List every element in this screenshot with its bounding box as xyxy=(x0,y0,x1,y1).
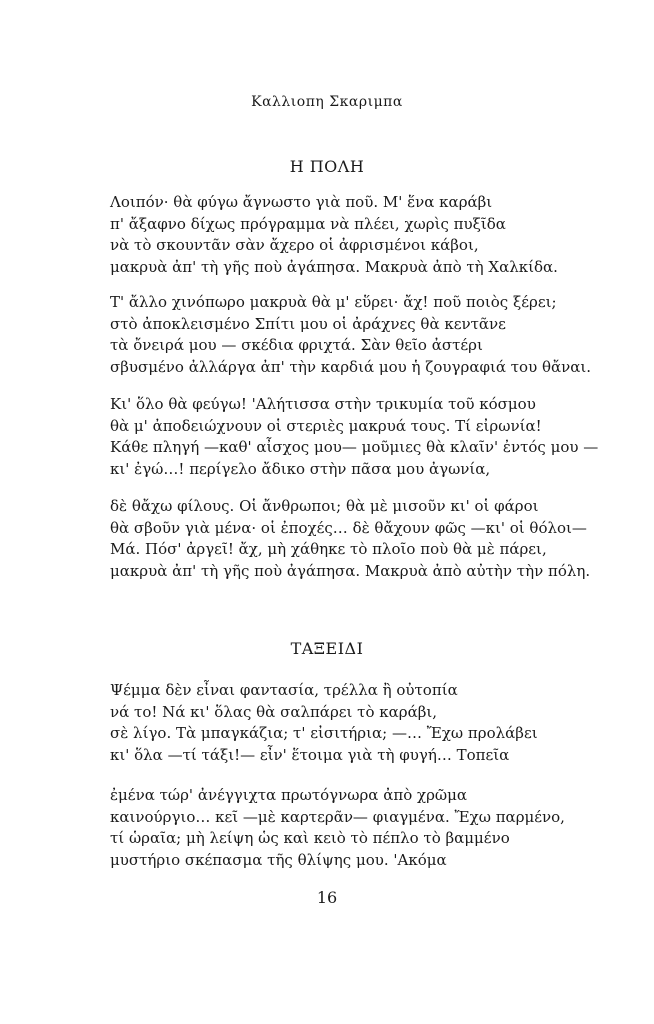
verse-line: θὰ σβοῦν γιὰ μένα· οἱ ἐποχές… δὲ θἄχουν φῶς —κι' οἱ θόλοι— xyxy=(110,518,587,537)
stanza xyxy=(110,680,610,766)
verse-line: μυστήριο σκέπασμα τῆς θλίψης μου. 'Ακόμα xyxy=(110,850,447,869)
verse-line: τί ὡραῖα; μὴ λείψη ὡς καὶ κειὸ τὸ πέπλο τὸ βαμμένο xyxy=(110,829,510,847)
verse-line: Λοιπόν· θὰ φύγω ἄγνωστο γιὰ ποῦ. Μ' ἕνα καράβι xyxy=(110,193,493,211)
stanza xyxy=(110,785,610,871)
verse-line: μακρυὰ ἀπ' τὴ γῆς ποὺ ἀγάπησα. Μακρυὰ ἀπὸ αὐτὴν τὴν πόλη. xyxy=(110,561,591,580)
page-number: 16 xyxy=(316,888,338,907)
verse-line: σβυσμένο ἀλλάργα ἀπ' τὴν καρδιά μου ἡ ζουγραφιά του θἄναι. xyxy=(110,357,592,376)
verse-line: Κάθε πληγή —καθ' αἶσχος μου— μοῦμιες θὰ κλαῖν' ἐντός μου — xyxy=(110,438,599,456)
verse-line: κι' ὅλα —τί τάξι!— εἶν' ἕτοιμα γιὰ τὴ φυγή… Τοπεῖα xyxy=(110,745,510,764)
verse-line: θὰ μ' ἀποδειώχνουν οἱ στεριὲς μακρυά τους. Τί εἰρωνία! xyxy=(110,416,542,435)
verse-line: κι' ἐγώ…! περίγελο ἄδικο στὴν πᾶσα μου ἀγωνία, xyxy=(110,459,491,478)
stanza xyxy=(110,192,610,278)
verse-line: νὰ τὸ σκουντᾶν σὰν ἄχερο οἱ ἀφρισμένοι κάβοι, xyxy=(110,236,479,254)
stanza xyxy=(110,292,610,378)
running-header-author: Καλλιοπη Σκαριμπα xyxy=(251,94,403,110)
verse-line: π' ἄξαφνο δίχως πρόγραμμα νὰ πλέει, χωρὶς πυξῖδα xyxy=(110,214,506,233)
verse-line: Ψέμμα δὲν εἶναι φαντασία, τρέλλα ἢ οὐτοπία xyxy=(110,681,458,699)
poem-title: ΤΑΞΕΙΔΙ xyxy=(290,639,364,658)
verse-line: δὲ θἄχω φίλους. Οἱ ἄνθρωποι; θὰ μὲ μισοῦν κι' οἱ φάροι xyxy=(110,497,539,515)
verse-line: στὸ ἀποκλεισμένο Σπίτι μου οἱ ἀράχνες θὰ κεντᾶνε xyxy=(110,314,506,333)
verse-line: ἐμένα τώρ' ἀνέγγιχτα πρωτόγνωρα ἀπὸ χρῶμα xyxy=(110,786,468,804)
verse-line: Μά. Πόσ' ἀργεῖ! ἄχ, μὴ χάθηκε τὸ πλοῖο ποὺ θὰ μὲ πάρει, xyxy=(110,540,547,558)
stanza xyxy=(110,496,610,582)
poem-title: Η ΠΟΛΗ xyxy=(289,157,365,176)
verse-line: νά το! Νά κι' ὅλας θὰ σαλπάρει τὸ καράβι, xyxy=(110,702,438,721)
verse-line: σὲ λίγο. Τὰ μπαγκάζια; τ' εἰσιτήρια; —… Ἔχω προλάβει xyxy=(110,724,538,742)
stanza xyxy=(110,394,610,480)
verse-line: Τ' ἄλλο χινόπωρο μακρυὰ θὰ μ' εὕρει· ἄχ! ποῦ ποιὸς ξέρει; xyxy=(110,293,557,311)
verse-line: καινούργιο… κεῖ —μὲ καρτερᾶν— φιαγμένα. Ἔχω παρμένο, xyxy=(110,807,565,826)
verse-line: μακρυὰ ἀπ' τὴ γῆς ποὺ ἀγάπησα. Μακρυὰ ἀπὸ τὴ Χαλκίδα. xyxy=(110,257,558,276)
verse-line: Κι' ὅλο θὰ φεύγω! 'Αλήτισσα στὴν τρικυμία τοῦ κόσμου xyxy=(110,395,536,413)
verse-line: τὰ ὄνειρά μου — σκέδια φριχτά. Σὰν θεῖο ἀστέρι xyxy=(110,336,483,354)
